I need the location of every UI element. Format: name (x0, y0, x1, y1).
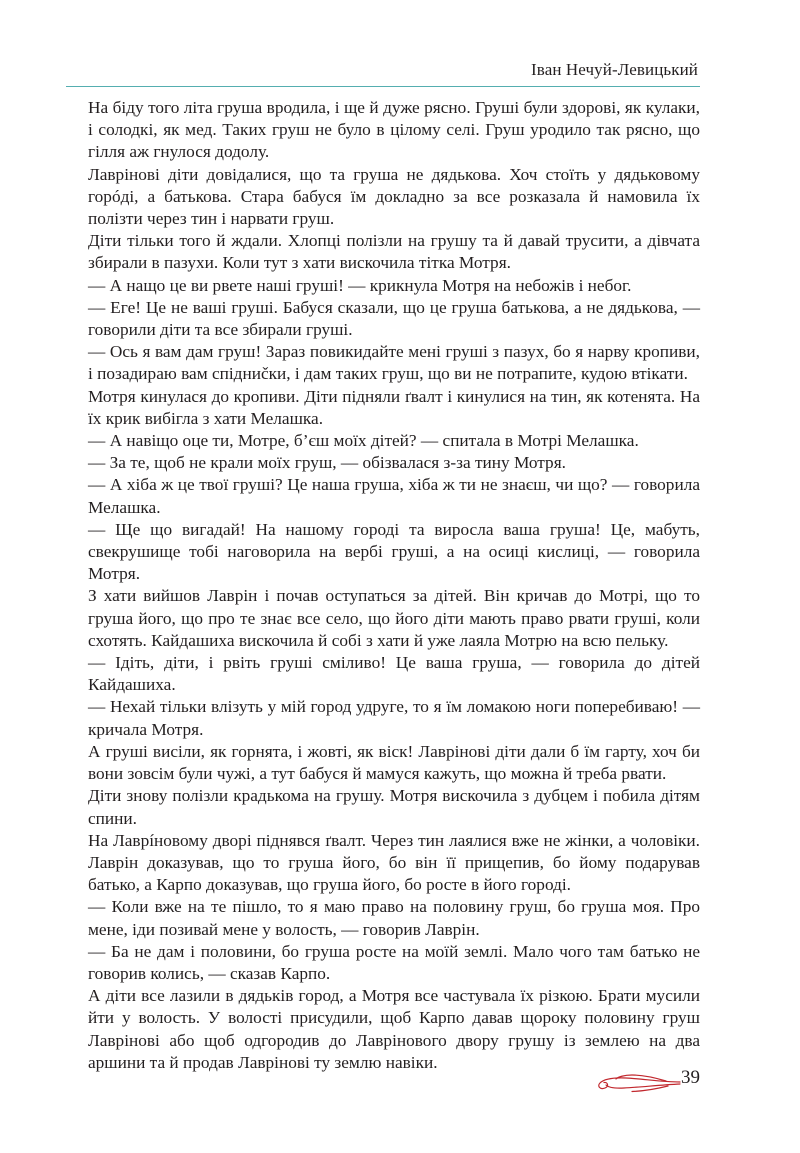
paragraph: — Ось я вам дам груш! Зараз повикидайте мені груші з пазух, бо я нарву кропиви, і позадираю вам спідниčки, і дам таких груш, що ви не потрапите, кудою втікати. (88, 342, 700, 384)
page-number: 39 (681, 1067, 700, 1088)
paragraph: Діти тільки того й ждали. Хлопці полізли на грушу та й давай трусити, а дівчата збирали в пазухи. Коли тут з хати вискочила тітка Мотря. (88, 231, 700, 273)
paragraph: — Нехай тільки влізуть у мій город удруге, то я їм ломакою ноги поперебиваю! — кричала Мотря. (88, 697, 700, 739)
paragraph: Лаврінові діти довідалися, що та груша не дядькова. Хоч стоїть у дядьковому горóді, а батькова. Стара бабуся їм докладно за все розказала й намовила їх полізти через тин і нарвати груш. (88, 164, 700, 229)
header-author: Іван Нечуй-Левицький (531, 60, 698, 79)
body-text (88, 97, 700, 1074)
paragraph: А діти все лазили в дядьків город, а Мотря все частувала їх різкою. Брати мусили йти у волость. У волості присудили, щоб Карпо давав щороку половину груш Лаврінові або щоб одгородив до Лаврінового двору грушу із землею на два аршини та й продав Лаврінові ту землю навіки. (88, 986, 700, 1072)
paragraph: — Ба не дам і половини, бо груша росте на моїй землі. Мало чого там батько не говорив колись, — сказав Карпо. (88, 941, 700, 983)
paragraph: Діти знову полізли крадькома на грушу. Мотря вискочила з дубцем і побила дітям спини. (88, 786, 700, 828)
paragraph: — А хіба ж це твої груші? Це наша груша, хіба ж ти не знаєш, чи що? — говорила Мелашка. (88, 475, 700, 517)
header-divider (66, 86, 700, 87)
paragraph: З хати вийшов Лаврін і почав оступаться за дітей. Він кричав до Мотрі, що то груша його, що про те знає все село, що його діти мають право рвати груші, коли схотять. Кайдашиха вискочила й собі з хати й уже лаяла Мотрю на всю пельку. (88, 586, 700, 650)
swirl-ornament-icon (596, 1069, 682, 1095)
paragraph: — За те, щоб не крали моїх груш, — обізвалася з-за тину Мотря. (88, 453, 566, 473)
paragraph: — А навіщо оце ти, Мотре, б’єш моїх дітей? — спитала в Мотрі Мелашка. (88, 431, 639, 451)
paragraph: — Ще що вигадай! На нашому городі та виросла ваша груша! Це, мабуть, свекрушище тобі наговорила на вербі груші, а на осиці кислиці, — говорила Мотря. (88, 519, 700, 584)
paragraph: На біду того літа груша вродила, і ще й дуже рясно. Груші були здорові, як кулаки, і солодкі, як мед. Таких груш не було в цілому селі. Груш уродило так рясно, що гілля аж гнулося додолу. (88, 98, 700, 162)
paragraph: — А нащо це ви рвете наші груші! — крикнула Мотря на небожів і небог. (88, 275, 632, 295)
paragraph: — Ідіть, діти, і рвіть груші сміливо! Це ваша груша, — говорила до дітей Кайдашиха. (88, 653, 700, 695)
paragraph: А груші висіли, як горнята, і жовті, як віск! Лаврінові діти дали б їм гарту, хоч би вони зовсім були чужі, а тут бабуся й мамуся кажуть, що можна й треба рвати. (88, 741, 700, 784)
paragraph: Мотря кинулася до кропиви. Діти підняли ґвалт і кинулися на тин, як котенята. На їх крик вибігла з хати Мелашка. (88, 386, 700, 428)
paragraph: — Еге! Це не ваші груші. Бабуся сказали, що це груша батькова, а не дядькова, — говорили діти та все збирали груші. (88, 297, 700, 340)
paragraph: На Лаврíновому дворі піднявся ґвалт. Через тин лаялися вже не жінки, а чоловіки. Лаврін доказував, що то груша його, бо він її прищепив, бо йому подарував батько, а Карпо доказував, що груша його, бо росте в його городі. (88, 830, 700, 895)
paragraph: — Коли вже на те пішло, то я маю право на половину груш, бо груша моя. Про мене, іди позивай мене у волость, — говорив Лаврін. (88, 897, 700, 939)
